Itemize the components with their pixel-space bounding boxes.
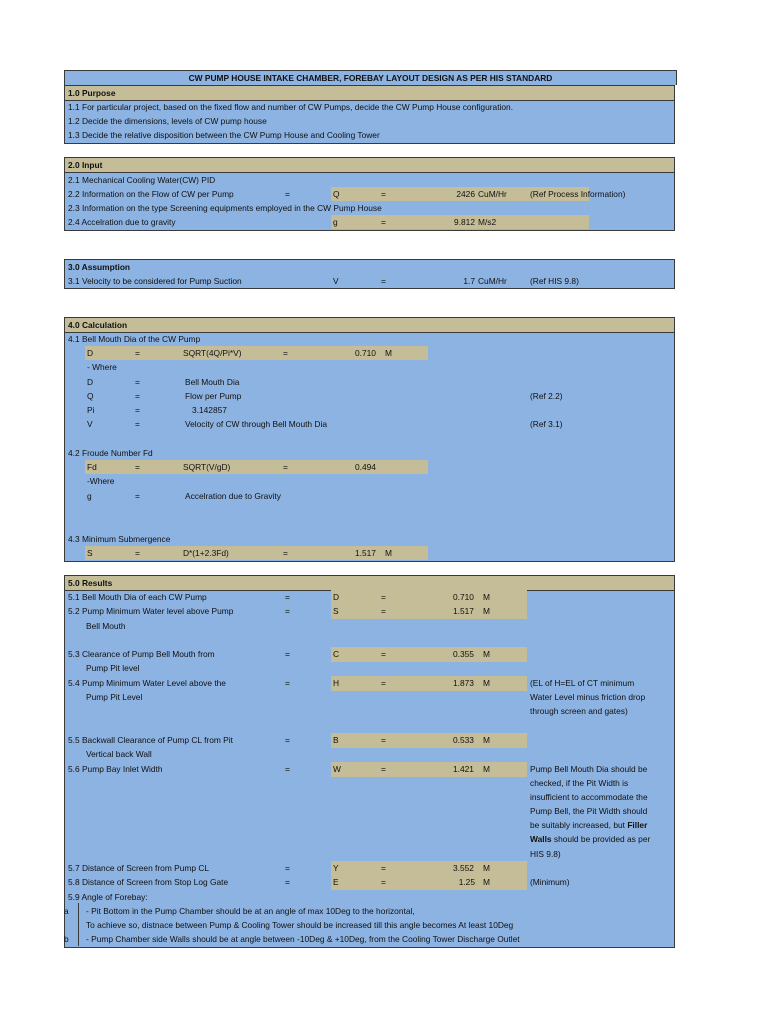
calc-formula: SQRT(V/gD) [183, 462, 231, 472]
result-unit: M [483, 678, 490, 688]
result-value: 1.25 [458, 877, 475, 887]
results-header-label: 5.0 Results [68, 578, 113, 588]
where-symbol: Q [87, 391, 94, 401]
velocity-symbol: V [333, 276, 339, 286]
purpose-item: 1.3 Decide the relative disposition between the CW Pump House and Cooling Tower [68, 130, 380, 140]
result-item: 5.4 Pump Minimum Water Level above the [68, 678, 226, 688]
result-unit: M [483, 606, 490, 616]
result-unit: M [483, 592, 490, 602]
result-item: 5.9 Angle of Forebay: [68, 892, 148, 902]
purpose-item: 1.1 For particular project, based on the fixed flow and number of CW Pumps, decide the CW Pump House configuration. [68, 102, 514, 112]
equals-sign: = [135, 377, 140, 387]
velocity-ref: (Ref HIS 9.8) [530, 276, 579, 286]
velocity-value: 1.7 [463, 276, 475, 286]
where-ref: (Ref 2.2) [530, 391, 563, 401]
flow-symbol: Q [333, 189, 340, 199]
equals-sign: = [283, 348, 288, 358]
equals-sign: = [381, 592, 386, 602]
input-item: 2.2 Information on the Flow of CW per Pump [68, 189, 234, 199]
result-note: Pump Bell Mouth Dia should be [530, 764, 648, 774]
purpose-header-label: 1.0 Purpose [68, 88, 116, 98]
result-highlight [331, 647, 527, 662]
equals-sign: = [285, 735, 290, 745]
input-item: 2.4 Accelration due to gravity [68, 217, 176, 227]
result-symbol: E [333, 877, 339, 887]
result-unit: M [483, 863, 490, 873]
result-note-part: should be provided as per [551, 834, 651, 844]
result-item-cont: - Pit Bottom in the Pump Chamber should be at an angle of max 10Deg to the horizontal, [86, 906, 415, 916]
result-note: Water Level minus friction drop [530, 692, 646, 702]
gravity-unit: M/s2 [478, 217, 497, 227]
result-note: (Minimum) [530, 877, 570, 887]
result-item: 5.1 Bell Mouth Dia of each CW Pump [68, 592, 207, 602]
equals-sign: = [135, 548, 140, 558]
result-unit: M [483, 877, 490, 887]
input-section [64, 157, 675, 231]
result-symbol: W [333, 764, 341, 774]
result-item: 5.7 Distance of Screen from Pump CL [68, 863, 210, 873]
gravity-symbol: g [333, 217, 338, 227]
equals-sign: = [381, 276, 386, 286]
calculation-header-label: 4.0 Calculation [68, 320, 128, 330]
assumption-header-label: 3.0 Assumption [68, 262, 131, 272]
result-symbol: Y [333, 863, 339, 873]
result-item: 5.5 Backwall Clearance of Pump CL from Pit [68, 735, 233, 745]
sheet-title: CW PUMP HOUSE INTAKE CHAMBER, FOREBAY LAYOUT DESIGN AS PER HIS STANDARD [64, 70, 677, 85]
calc-unit: M [385, 548, 392, 558]
result-item: 5.2 Pump Minimum Water level above Pump [68, 606, 234, 616]
result-item: 5.8 Distance of Screen from Stop Log Gate [68, 877, 229, 887]
calculation-header [65, 318, 674, 333]
result-item-cont: Pump Pit Level [86, 692, 143, 702]
calc-formula: SQRT(4Q/Pi*V) [183, 348, 242, 358]
where-label: - Where [87, 362, 117, 372]
result-item: 5.3 Clearance of Pump Bell Mouth from [68, 649, 215, 659]
where-symbol: D [87, 377, 94, 387]
result-note: through screen and gates) [530, 706, 628, 716]
result-item-cont: To achieve so, distnace between Pump & Cooling Tower should be increased till this angle becomes At least 10Deg [86, 920, 514, 930]
where-label: -Where [87, 476, 115, 486]
result-note [530, 832, 650, 846]
where-symbol: g [87, 491, 92, 501]
equals-sign: = [135, 391, 140, 401]
result-unit: M [483, 649, 490, 659]
calc-item: 4.1 Bell Mouth Dia of the CW Pump [68, 334, 201, 344]
result-value: 0.710 [453, 592, 474, 602]
result-item-cont: Bell Mouth [86, 621, 126, 631]
equals-sign: = [285, 592, 290, 602]
result-highlight [331, 762, 527, 777]
result-item: 5.6 Pump Bay Inlet Width [68, 764, 163, 774]
equals-sign: = [135, 348, 140, 358]
calc-value: 0.494 [355, 462, 376, 472]
calc-symbol: S [87, 548, 93, 558]
list-divider [78, 903, 79, 946]
result-value: 3.552 [453, 863, 474, 873]
results-section [64, 575, 675, 948]
flow-unit: CuM/Hr [478, 189, 507, 199]
list-marker: b [64, 934, 69, 944]
flow-value: 2426 [456, 189, 475, 199]
calc-symbol: D [87, 348, 94, 358]
equals-sign: = [381, 863, 386, 873]
result-note [530, 818, 647, 832]
equals-sign: = [285, 189, 290, 199]
result-item-cont: - Pump Chamber side Walls should be at angle between -10Deg & +10Deg, from the Cooling Tower Discharge Outlet [86, 934, 520, 944]
equals-sign: = [381, 217, 386, 227]
calc-value: 1.517 [355, 548, 376, 558]
calc-formula: D*(1+2.3Fd) [183, 548, 229, 558]
input-item: 2.1 Mechanical Cooling Water(CW) PID [68, 175, 216, 185]
result-highlight [331, 733, 527, 748]
result-note: (EL of H=EL of CT minimum [530, 678, 635, 688]
input-item: 2.3 Information on the type Screening equipments employed in the CW Pump House [68, 203, 382, 213]
equals-sign: = [135, 462, 140, 472]
result-item-cont: Pump Pit level [86, 663, 140, 673]
flow-ref: (Ref Process Information) [530, 189, 626, 199]
result-highlight [331, 861, 527, 890]
result-note: Pump Bell, the Pit Width should [530, 806, 648, 816]
velocity-unit: CuM/Hr [478, 276, 507, 286]
equals-sign: = [381, 649, 386, 659]
assumption-section [64, 259, 675, 289]
where-desc: Flow per Pump [185, 391, 242, 401]
where-desc: Velocity of CW through Bell Mouth Dia [185, 419, 327, 429]
equals-sign: = [381, 606, 386, 616]
equals-sign: = [135, 419, 140, 429]
result-symbol: S [333, 606, 339, 616]
equals-sign: = [381, 764, 386, 774]
where-ref: (Ref 3.1) [530, 419, 563, 429]
equals-sign: = [283, 462, 288, 472]
calc-symbol: Fd [87, 462, 97, 472]
result-symbol: B [333, 735, 339, 745]
result-highlight [331, 590, 527, 619]
purpose-header [65, 86, 674, 101]
equals-sign: = [285, 606, 290, 616]
result-note-bold: Filler [627, 820, 648, 830]
result-symbol: H [333, 678, 340, 688]
result-value: 1.517 [453, 606, 474, 616]
result-value: 0.533 [453, 735, 474, 745]
gravity-value: 9.812 [454, 217, 475, 227]
purpose-item: 1.2 Decide the dimensions, levels of CW pump house [68, 116, 267, 126]
equals-sign: = [135, 405, 140, 415]
result-symbol: C [333, 649, 340, 659]
where-desc: 3.142857 [192, 405, 227, 415]
result-unit: M [483, 764, 490, 774]
calc-unit: M [385, 348, 392, 358]
assumption-item: 3.1 Velocity to be considered for Pump Suction [68, 276, 242, 286]
calc-item: 4.3 Minimum Submergence [68, 534, 171, 544]
result-symbol: D [333, 592, 340, 602]
purpose-section [64, 85, 675, 144]
result-value: 1.421 [453, 764, 474, 774]
equals-sign: = [283, 548, 288, 558]
calculation-section [64, 317, 675, 562]
equals-sign: = [381, 678, 386, 688]
result-note: HIS 9.8) [530, 849, 561, 859]
result-note-bold: Walls [530, 834, 552, 844]
equals-sign: = [381, 735, 386, 745]
calc-item: 4.2 Froude Number Fd [68, 448, 153, 458]
equals-sign: = [285, 863, 290, 873]
result-note-part: be suitably increased, but [530, 820, 628, 830]
equals-sign: = [381, 189, 386, 199]
calc-value: 0.710 [355, 348, 376, 358]
equals-sign: = [381, 877, 386, 887]
input-header-label: 2.0 Input [68, 160, 103, 170]
equals-sign: = [285, 877, 290, 887]
result-unit: M [483, 735, 490, 745]
equals-sign: = [285, 649, 290, 659]
result-note: checked, if the Pit Width is [530, 778, 629, 788]
result-value: 1.873 [453, 678, 474, 688]
where-symbol: Pi [87, 405, 95, 415]
results-header [65, 576, 674, 591]
equals-sign: = [285, 764, 290, 774]
equals-sign: = [135, 491, 140, 501]
where-desc: Bell Mouth Dia [185, 377, 240, 387]
result-note: insufficient to accommodate the [530, 792, 648, 802]
result-highlight [331, 676, 527, 691]
input-header [65, 158, 674, 173]
result-value: 0.355 [453, 649, 474, 659]
list-marker: a [64, 906, 69, 916]
equals-sign: = [285, 678, 290, 688]
where-desc: Accelration due to Gravity [185, 491, 281, 501]
where-symbol: V [87, 419, 93, 429]
result-item-cont: Vertical back Wall [86, 749, 152, 759]
